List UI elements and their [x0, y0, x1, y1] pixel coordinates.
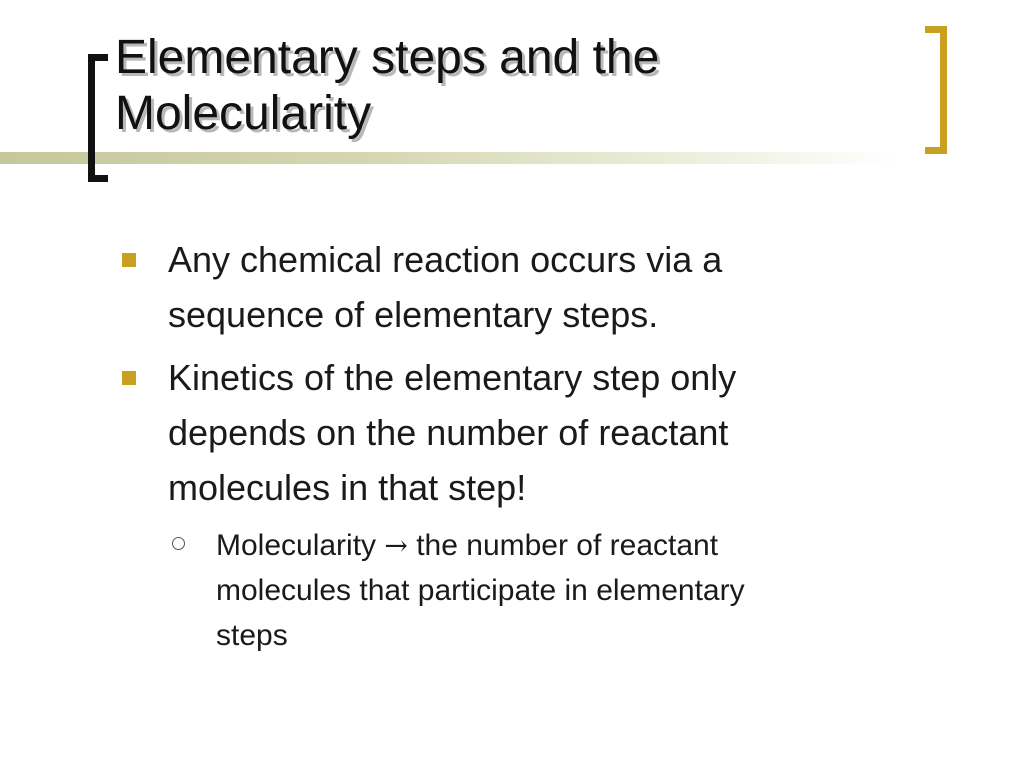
bullet-text-line: depends on the number of reactant — [168, 412, 729, 453]
bullet-text-line: sequence of elementary steps. — [168, 294, 659, 335]
slide-title — [115, 30, 875, 142]
left-bracket-decoration — [88, 54, 108, 182]
bullet-text-line: Any chemical reaction occurs via a — [168, 239, 723, 280]
sub-bullet-text-line: molecules that participate in elementary — [216, 574, 745, 607]
square-bullet-icon — [122, 253, 136, 267]
right-bracket-decoration — [925, 26, 947, 154]
definition-text: the number of reactant — [416, 529, 719, 562]
circle-bullet-icon — [172, 537, 185, 550]
sub-bullet-item — [168, 523, 920, 658]
slide-title-line-2: Molecularity — [115, 87, 372, 140]
right-arrow-icon: → — [384, 529, 408, 562]
sub-bullet-text-line — [216, 523, 920, 568]
sub-bullet-text-line: steps — [216, 619, 288, 652]
bullet-list — [120, 232, 920, 658]
bullet-item — [120, 232, 920, 342]
title-divider — [0, 152, 900, 164]
square-bullet-icon — [122, 371, 136, 385]
molecularity-term: Molecularity — [216, 529, 377, 562]
bullet-text-line: molecules in that step! — [168, 467, 527, 508]
slide-title-line-1: Elementary steps and the — [115, 31, 660, 84]
bullet-text-line: Kinetics of the elementary step only — [168, 357, 737, 398]
bullet-item — [120, 350, 920, 515]
